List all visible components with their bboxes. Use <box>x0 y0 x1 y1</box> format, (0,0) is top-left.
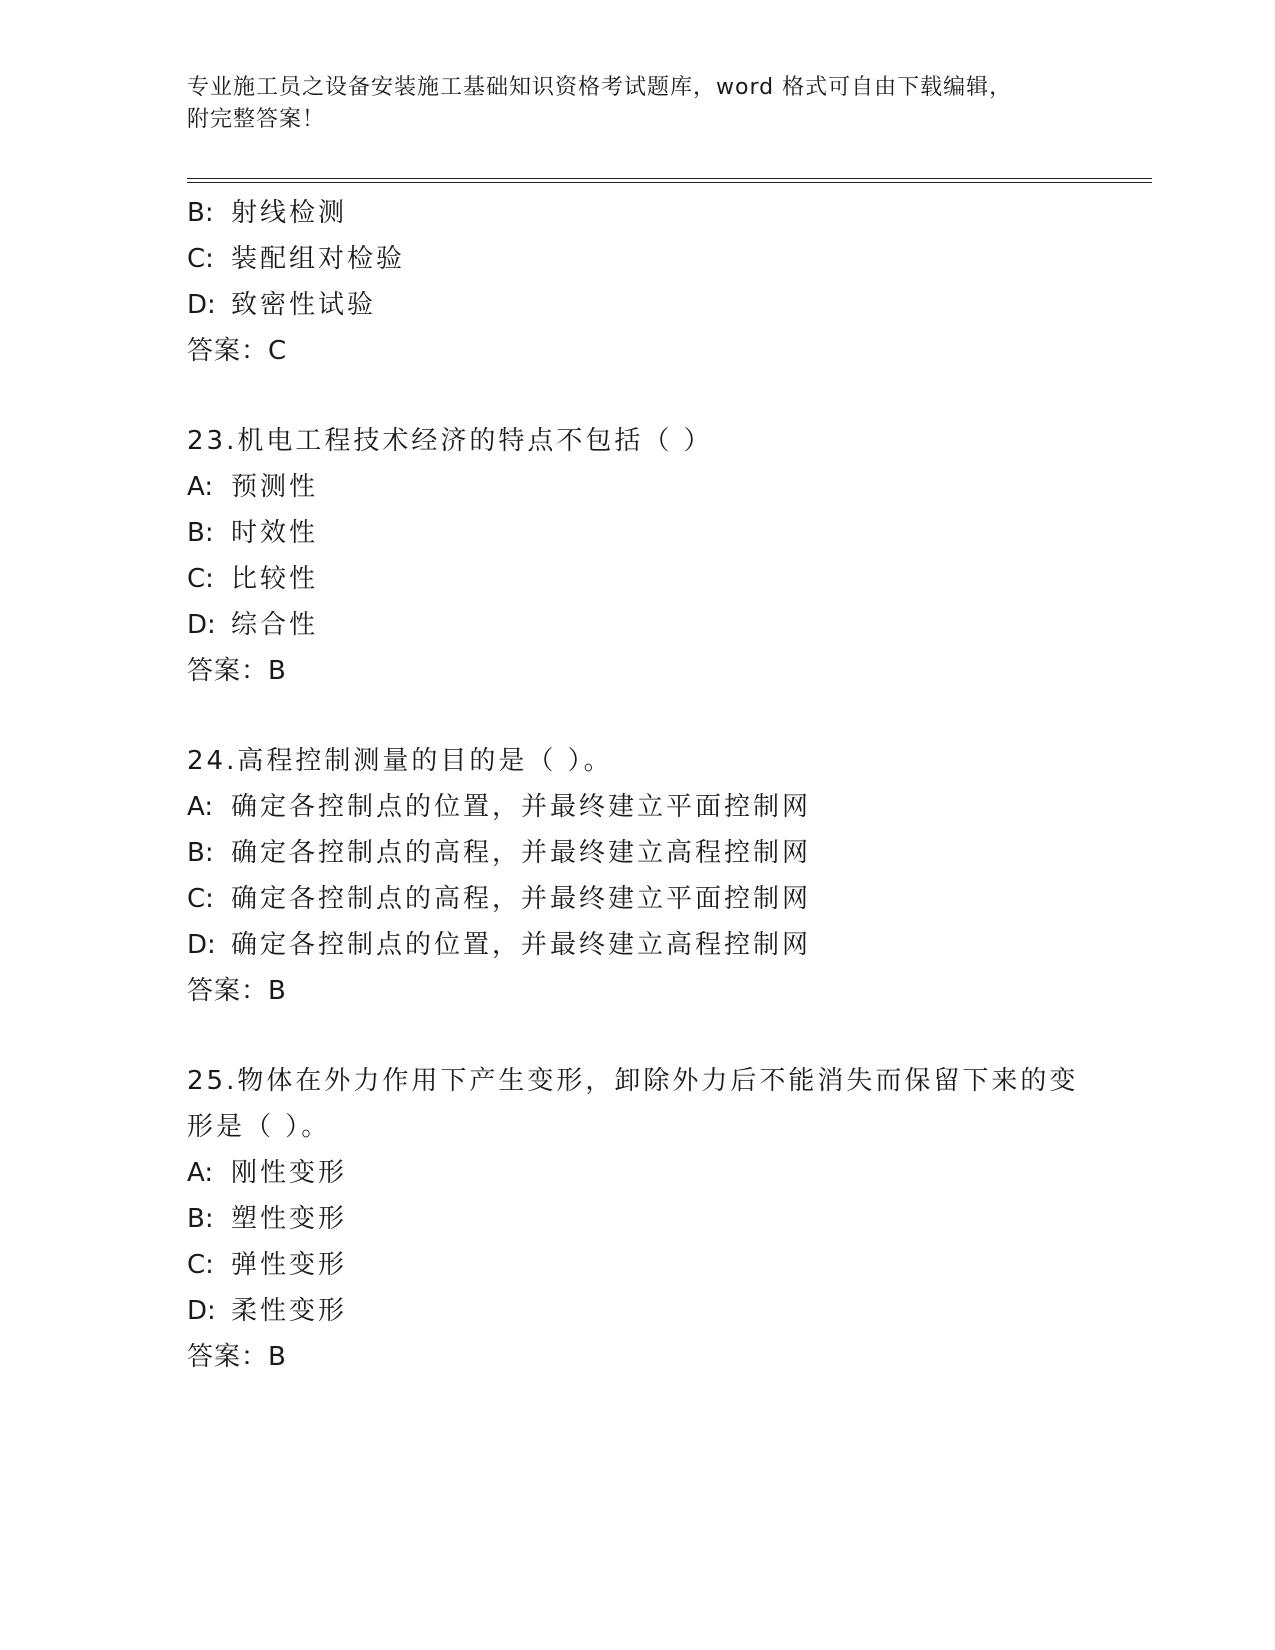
header-divider-bottom <box>187 182 1152 183</box>
option-key: B: <box>187 518 214 548</box>
question-stem-line-2: 形是（ ）。 <box>187 1112 331 1142</box>
option-b <box>187 830 1147 876</box>
question-list <box>187 190 1147 1380</box>
answer: 答案：C <box>187 336 288 366</box>
option-c <box>187 236 1147 282</box>
option-b <box>187 1196 1147 1242</box>
option-text: 综合性 <box>231 610 319 640</box>
option-c <box>187 556 1147 602</box>
option-a <box>187 1150 1147 1196</box>
option-d <box>187 282 1147 328</box>
option-key: B: <box>187 838 214 868</box>
option-d <box>187 1288 1147 1334</box>
header-line-2: 附完整答案！ <box>187 107 326 132</box>
option-key: D: <box>187 1296 216 1326</box>
option-key: A: <box>187 1158 214 1188</box>
spacer <box>187 374 1147 418</box>
option-text: 射线检测 <box>231 198 348 228</box>
option-text: 柔性变形 <box>231 1296 348 1326</box>
question-stem: 24.高程控制测量的目的是（ ）。 <box>187 746 613 776</box>
answer: 答案：B <box>187 976 287 1006</box>
question-23 <box>187 418 1147 694</box>
option-text: 致密性试验 <box>231 290 377 320</box>
option-key: B: <box>187 1204 214 1234</box>
option-text: 确定各控制点的高程，并最终建立平面控制网 <box>231 884 812 914</box>
option-key: C: <box>187 1250 214 1280</box>
header-divider-top <box>187 178 1152 179</box>
document-header <box>187 72 1087 136</box>
option-c <box>187 876 1147 922</box>
option-text: 时效性 <box>231 518 319 548</box>
option-b <box>187 510 1147 556</box>
option-text: 确定各控制点的高程，并最终建立高程控制网 <box>231 838 812 868</box>
option-key: A: <box>187 472 214 502</box>
option-text: 确定各控制点的位置，并最终建立高程控制网 <box>231 930 812 960</box>
option-text: 预测性 <box>231 472 319 502</box>
option-key: D: <box>187 290 216 320</box>
question-25 <box>187 1058 1147 1380</box>
option-text: 比较性 <box>231 564 319 594</box>
question-24 <box>187 738 1147 1014</box>
option-key: C: <box>187 564 214 594</box>
option-c <box>187 1242 1147 1288</box>
question-22 <box>187 190 1147 374</box>
option-text: 确定各控制点的位置，并最终建立平面控制网 <box>231 792 812 822</box>
option-text: 塑性变形 <box>231 1204 348 1234</box>
option-key: B: <box>187 198 214 228</box>
answer: 答案：B <box>187 1342 287 1372</box>
option-key: D: <box>187 930 216 960</box>
question-stem-line-1: 25.物体在外力作用下产生变形，卸除外力后不能消失而保留下来的变 <box>187 1066 1079 1096</box>
option-a <box>187 464 1147 510</box>
spacer <box>187 1014 1147 1058</box>
option-a <box>187 784 1147 830</box>
header-line-1: 专业施工员之设备安装施工基础知识资格考试题库，word 格式可自由下载编辑， <box>187 75 1013 100</box>
question-stem: 23.机电工程技术经济的特点不包括（ ） <box>187 426 713 456</box>
answer: 答案：B <box>187 656 287 686</box>
option-key: A: <box>187 792 214 822</box>
option-key: C: <box>187 884 214 914</box>
option-text: 刚性变形 <box>231 1158 348 1188</box>
option-text: 装配组对检验 <box>231 244 406 274</box>
spacer <box>187 694 1147 738</box>
option-text: 弹性变形 <box>231 1250 348 1280</box>
option-key: D: <box>187 610 216 640</box>
option-b <box>187 190 1147 236</box>
option-d <box>187 922 1147 968</box>
option-key: C: <box>187 244 214 274</box>
option-d <box>187 602 1147 648</box>
